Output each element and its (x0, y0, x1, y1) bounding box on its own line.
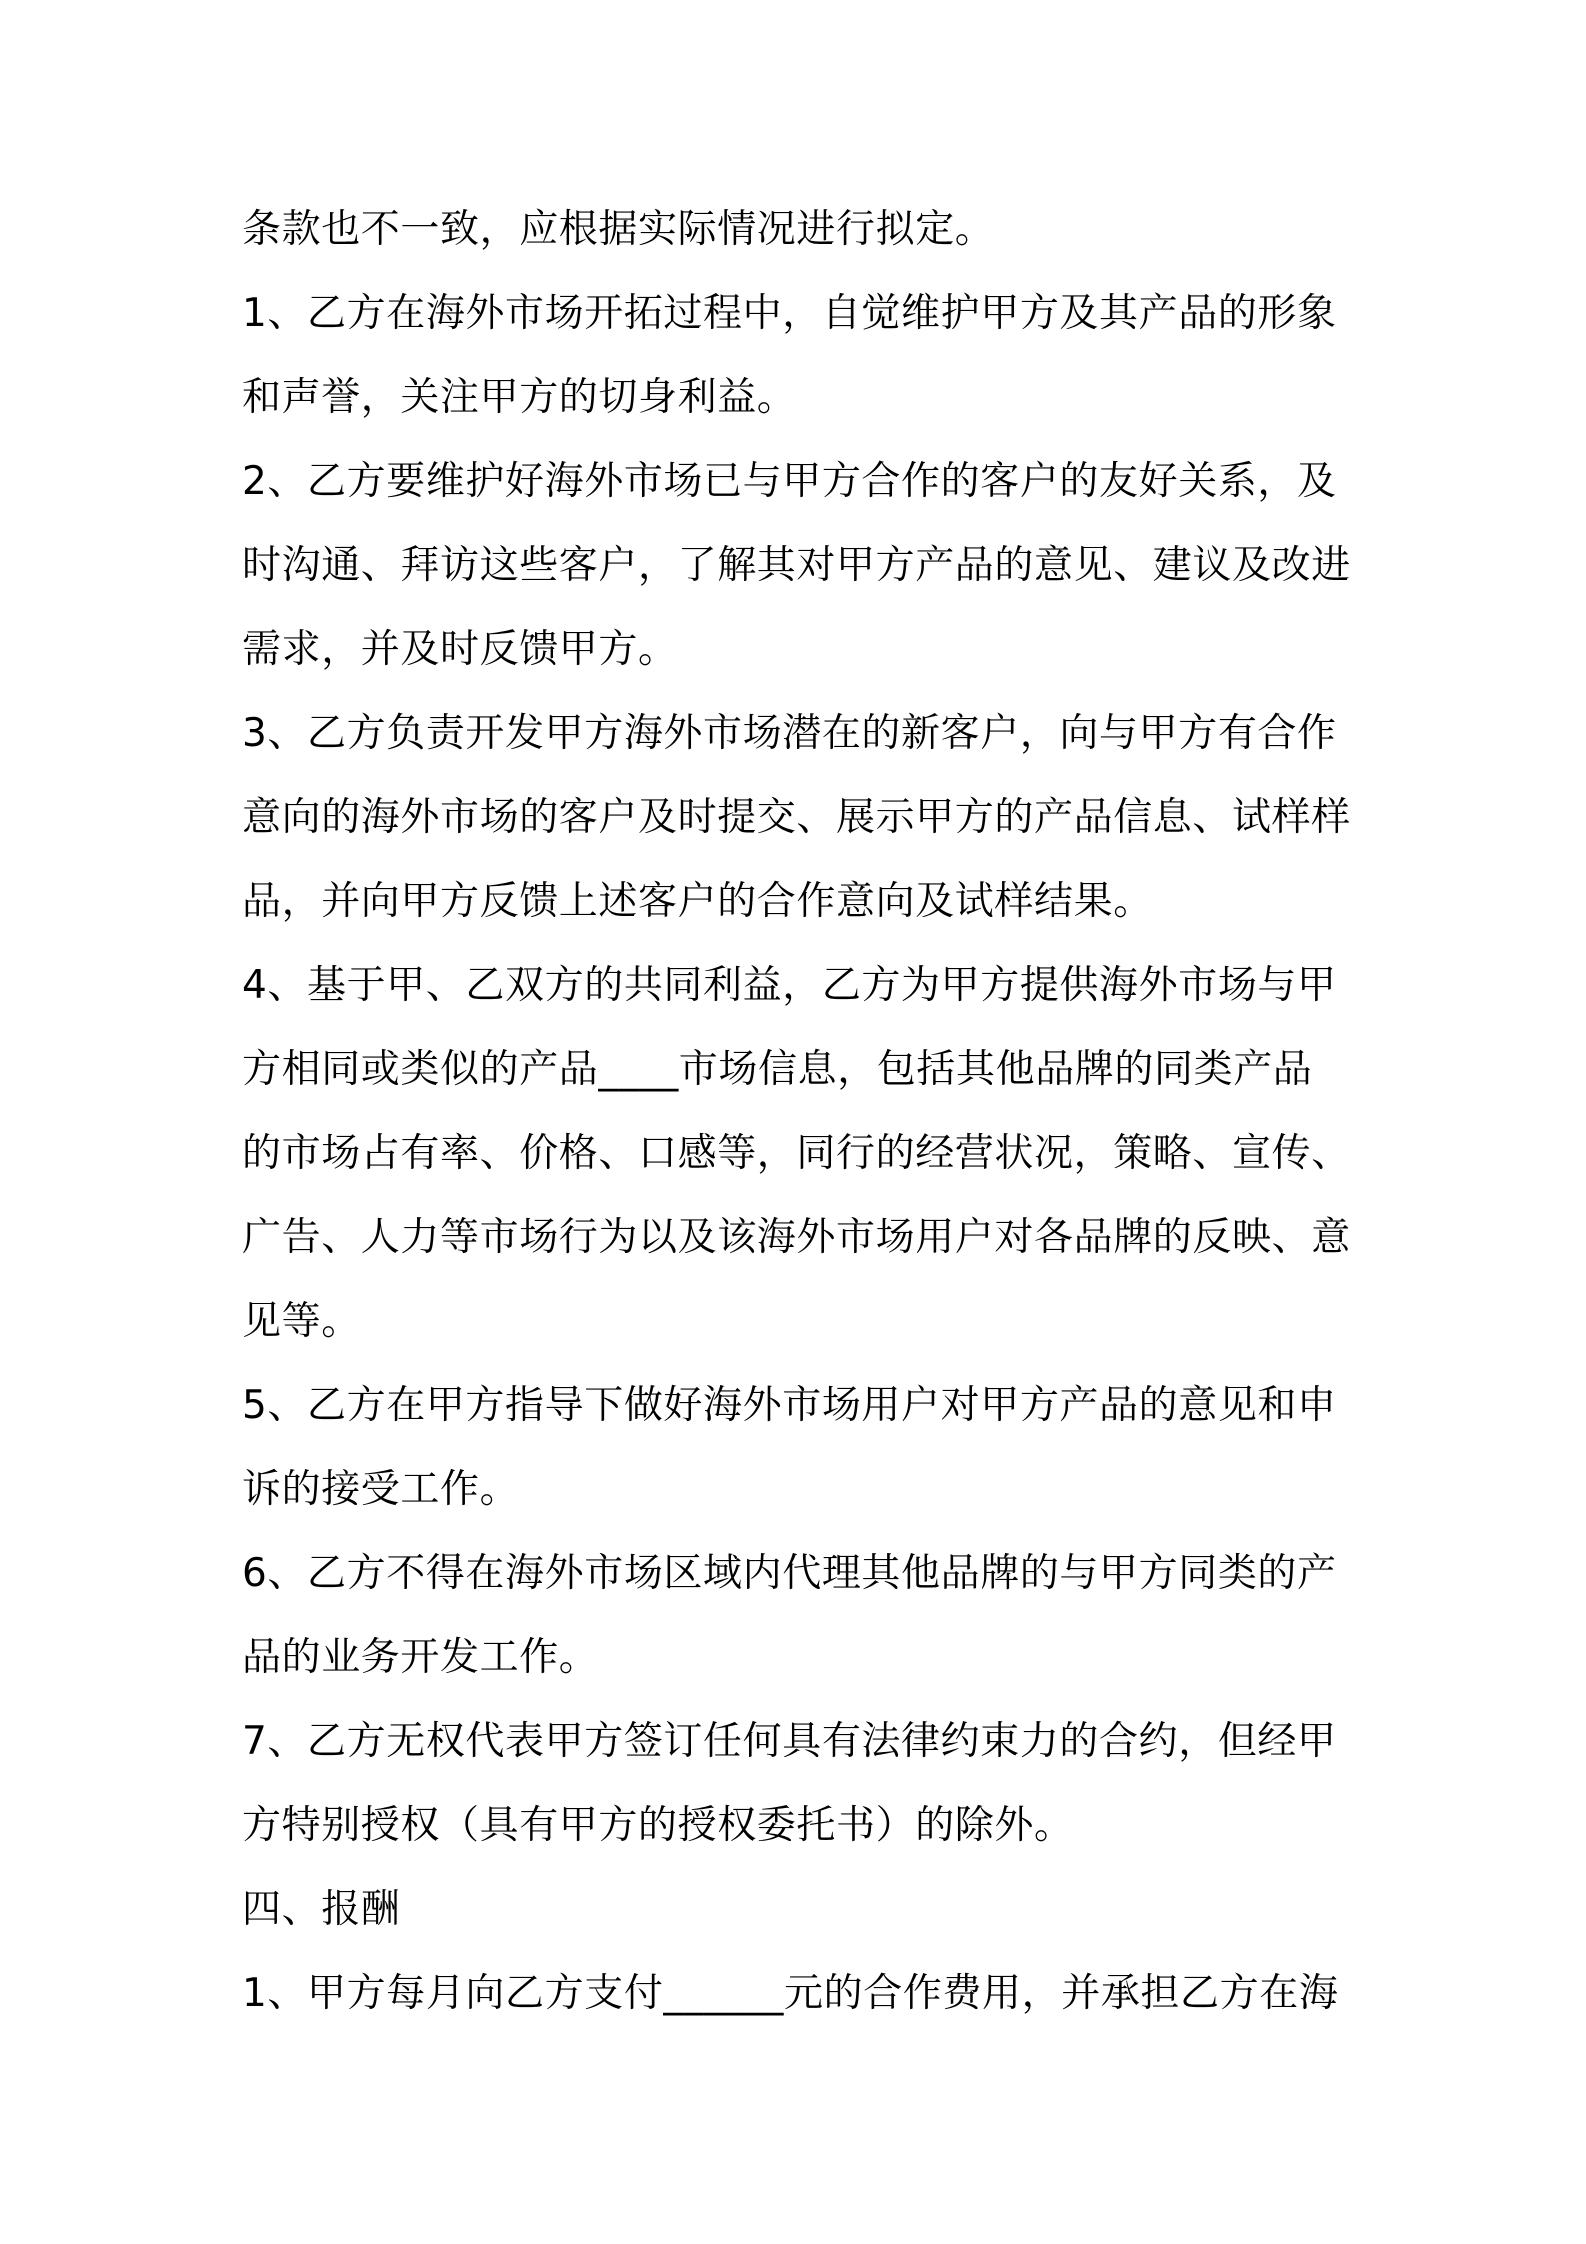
text-line: 的市场占有率、价格、口感等，同行的经营状况，策略、宣传、 (242, 1131, 1351, 1176)
text-line: 方相同或类似的产品____市场信息，包括其他品牌的同类产品 (242, 1047, 1313, 1092)
text-line: 见等。 (242, 1299, 361, 1344)
text-line: 广告、人力等市场行为以及该海外市场用户对各品牌的反映、意 (242, 1215, 1351, 1260)
text-line: 2、乙方要维护好海外市场已与甲方合作的客户的友好关系，及 (242, 459, 1337, 504)
text-line: 时沟通、拜访这些客户，了解其对甲方产品的意见、建议及改进 (242, 543, 1351, 588)
text-line: 和声誉，关注甲方的切身利益。 (242, 375, 797, 420)
text-line: 7、乙方无权代表甲方签订任何具有法律约束力的合约，但经甲 (242, 1719, 1337, 1764)
document-body (242, 188, 1362, 2036)
text-line: 4、基于甲、乙双方的共同利益，乙方为甲方提供海外市场与甲 (242, 963, 1337, 1008)
text-line: 需求，并及时反馈甲方。 (242, 627, 678, 672)
text-line: 5、乙方在甲方指导下做好海外市场用户对甲方产品的意见和申 (242, 1383, 1337, 1428)
text-line: 6、乙方不得在海外市场区域内代理其他品牌的与甲方同类的产 (242, 1551, 1337, 1596)
text-line: 3、乙方负责开发甲方海外市场潜在的新客户，向与甲方有合作 (242, 711, 1337, 756)
text-line: 品，并向甲方反馈上述客户的合作意向及试样结果。 (242, 879, 1153, 924)
text-line: 品的业务开发工作。 (242, 1635, 599, 1680)
text-line: 1、甲方每月向乙方支付______元的合作费用，并承担乙方在海 (242, 1971, 1339, 2016)
text-line: 方特别授权（具有甲方的授权委托书）的除外。 (242, 1803, 1074, 1848)
text-line: 条款也不一致，应根据实际情况进行拟定。 (242, 207, 995, 252)
section-heading: 四、报酬 (242, 1887, 401, 1932)
text-line: 1、乙方在海外市场开拓过程中，自觉维护甲方及其产品的形象 (242, 291, 1337, 336)
text-line: 诉的接受工作。 (242, 1467, 520, 1512)
text-line: 意向的海外市场的客户及时提交、展示甲方的产品信息、试样样 (242, 795, 1351, 840)
